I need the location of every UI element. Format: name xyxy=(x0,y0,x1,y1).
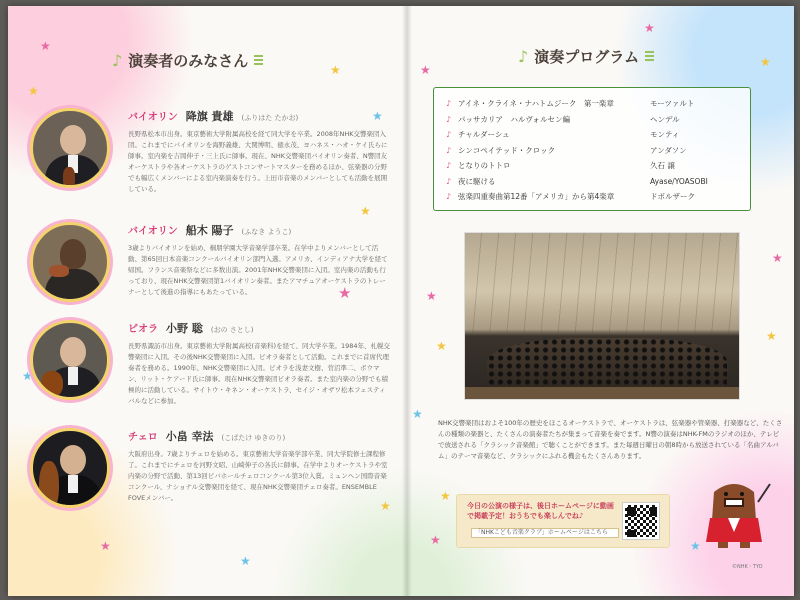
star-icon: ★ xyxy=(40,39,51,53)
music-note-icon: ♪ xyxy=(446,192,452,202)
star-icon: ★ xyxy=(22,369,33,383)
star-icon: ★ xyxy=(338,284,352,302)
program-piece: パッサカリア ハルヴォルセン編 xyxy=(458,114,571,124)
video-notice xyxy=(456,494,670,548)
performer-photo xyxy=(30,108,110,188)
mascot-caption: ©NHK・TYO xyxy=(732,564,763,570)
performer-photo xyxy=(30,222,110,302)
music-note-icon: ♪ xyxy=(446,145,452,155)
music-note-icon: ♪ xyxy=(446,130,452,140)
performer-kana: (こばたけ ゆきのり) xyxy=(221,434,286,442)
program-composer: モーツァルト xyxy=(650,99,695,109)
star-icon: ★ xyxy=(426,289,437,303)
star-icon: ★ xyxy=(644,21,655,35)
center-fold xyxy=(402,6,412,596)
program-item xyxy=(446,189,740,205)
program-item xyxy=(446,143,740,159)
performer-kana: (ふなき ようこ) xyxy=(241,228,292,236)
bars-icon xyxy=(645,51,654,63)
program-piece: アイネ・クライネ・ナハトムジーク 第一楽章 xyxy=(458,99,614,109)
performer-name: 船木 陽子 xyxy=(185,224,234,237)
performers-title-text: 演奏者のみなさん xyxy=(128,52,249,70)
performer-name: 小畠 幸法 xyxy=(165,430,214,443)
music-note-icon: ♪ xyxy=(112,51,123,70)
star-icon: ★ xyxy=(28,84,39,98)
star-icon: ★ xyxy=(240,554,251,568)
performer-cello xyxy=(30,428,390,518)
star-icon: ★ xyxy=(690,539,701,553)
performer-photo xyxy=(30,320,110,400)
performer-viola xyxy=(30,320,390,410)
performer-kana: (ふりはた たかお) xyxy=(241,114,299,122)
star-icon: ★ xyxy=(420,63,431,77)
star-icon: ★ xyxy=(436,339,447,353)
program-piece: となりのトトロ xyxy=(458,161,511,171)
star-icon: ★ xyxy=(412,407,423,421)
music-note-icon: ♪ xyxy=(518,47,529,66)
performer-violin-2 xyxy=(30,222,390,312)
program-piece: 夜に駆ける xyxy=(458,176,496,186)
domo-mascot-icon xyxy=(694,472,774,552)
program-piece: 弦楽四重奏曲第12番「アメリカ」から第4楽章 xyxy=(458,192,615,202)
performer-bio: 長野県諏訪市出身。東京藝術大学附属高校(音楽科)を経て、同大学卒業。1984年、札幌交響楽団に入団。その後NHK交響楽団に入団。ビオラ奏者として活動。これまでに首席代理奏者を務める。1990年、NHK交響楽団に入団。ビオラを浅妻文樹、菅沼準二、ボウマン、リット・ケアード氏に師事。現在NHK交響楽団ビオラ奏者。また室内楽の分野でも積極的に活動している。サイトウ・キネン・オーケストラ、セイジ・オザワ松本フェスティバルなどに参加。 xyxy=(128,342,390,405)
performer-kana: (おの さとし) xyxy=(210,326,254,334)
program-item xyxy=(446,158,740,174)
star-icon: ★ xyxy=(100,539,111,553)
program-item xyxy=(446,96,740,112)
music-note-icon: ♪ xyxy=(446,176,452,186)
program-title xyxy=(518,46,654,67)
star-icon: ★ xyxy=(330,63,341,77)
star-icon: ★ xyxy=(360,204,371,218)
program-composer: Ayase/YOASOBI xyxy=(650,176,708,186)
program-list xyxy=(433,87,751,211)
music-note-icon: ♪ xyxy=(446,99,452,109)
performer-bio: 3歳よりバイオリンを始め、桐朋学園大学音楽学部卒業。在学中よりメンバーとして活動、第65回日本音楽コンクールバイオリン部門入選。アメリカ、インディアナ大学を経て帰国。フランス音楽祭などに多数出演。2001年NHK交響楽団に入団。室内楽の活動も行っており、現在NHK交響楽団第1バイオリン奏者。またアマチュアオーケストラのトレーナーとして後進の指導にもあたっている。 xyxy=(128,244,388,296)
star-icon: ★ xyxy=(372,109,383,123)
program-title-text: 演奏プログラム xyxy=(534,48,640,66)
performer-bio: 大阪府出身。7歳よりチェロを始める。東京藝術大学音楽学部卒業、同大学院修士課程修了。これまでにチェロを河野文昭、山崎伸子の各氏に師事。在学中よりオーケストラや室内楽の分野で活動、第13回ビバホールチェロコンクール第3位入賞。ミュンヘン国際音楽コンクール、ナショナル交響楽団を経て、現在NHK交響楽団チェロ奏者。ENSEMBLE FOVEメンバー。 xyxy=(128,450,388,502)
performer-role: ビオラ xyxy=(128,324,158,335)
program-piece: チャルダーシュ xyxy=(458,130,510,140)
program-item xyxy=(446,174,740,190)
performer-role: チェロ xyxy=(128,432,158,443)
star-icon: ★ xyxy=(772,251,783,265)
bars-icon xyxy=(254,55,263,67)
star-icon: ★ xyxy=(380,499,391,513)
music-note-icon: ♪ xyxy=(446,114,452,124)
notice-title: 今日の公演の様子は、後日ホームページに動画で掲載予定！おうちでも楽しんでね♪ xyxy=(467,502,614,520)
performer-violin-1 xyxy=(30,108,390,198)
orchestra-description: NHK交響楽団はおよそ100年の歴史をほこるオーケストラで、オーケストラは、弦楽器や管楽器、打楽器など、たくさんの種類の楽器と、たくさんの演奏者たちが集まって音楽を奏でます。N響の演奏はNHK-FMのラジオのほか、テレビで放送される「クラシック音楽館」で聴くことができます。また毎週日曜日の朝8時から放送されている「名曲アルバム」のテーマ音楽など、クラシックにふれる機会もたくさんあります。 xyxy=(438,419,783,460)
qr-code-icon[interactable] xyxy=(623,503,659,539)
performer-role: バイオリン xyxy=(128,226,178,237)
program-item xyxy=(446,112,740,128)
program-composer: 久石 譲 xyxy=(650,161,675,171)
orchestra-photo xyxy=(464,232,740,400)
program-item xyxy=(446,127,740,143)
program-composer: ヘンデル xyxy=(650,114,680,124)
star-icon: ★ xyxy=(440,489,451,503)
star-icon: ★ xyxy=(760,55,771,69)
star-icon: ★ xyxy=(766,329,777,343)
performer-name: 降旗 貴雄 xyxy=(185,110,234,123)
star-icon: ★ xyxy=(430,533,441,547)
performer-photo xyxy=(30,428,110,508)
music-note-icon: ♪ xyxy=(446,161,452,171)
program-piece: シンコペイテッド・クロック xyxy=(458,145,556,155)
program-composer: アンダソン xyxy=(650,145,687,155)
program-composer: モンティ xyxy=(650,130,680,140)
performers-title xyxy=(112,50,263,71)
performer-name: 小野 聡 xyxy=(166,322,203,335)
performer-role: バイオリン xyxy=(128,112,178,123)
performer-bio: 長野県松本市出身。東京藝術大学附属高校を経て同大学を卒業。2008年NHK交響楽団入団。これまでにバイオリンを海野義雄、大関博明、徳永茂、ヨハネス・ハオ・ケイ氏らに師事。室内楽を吉岡伸子・三上氏に師事。現在、NHK交響楽団バイオリン奏者、N響団友オーケストラや各オーケストラのゲストコンサートマスターを務めるほか、弦楽器の分野でも幅広くメンバーによる室内楽演奏を行う。上田市音楽のメンバーとしても活動を展開している。 xyxy=(128,130,388,193)
homepage-link[interactable]: 「NHKこども音楽クラブ」ホームページはこちら xyxy=(471,528,619,538)
program-composer: ドボルザーク xyxy=(650,192,695,202)
